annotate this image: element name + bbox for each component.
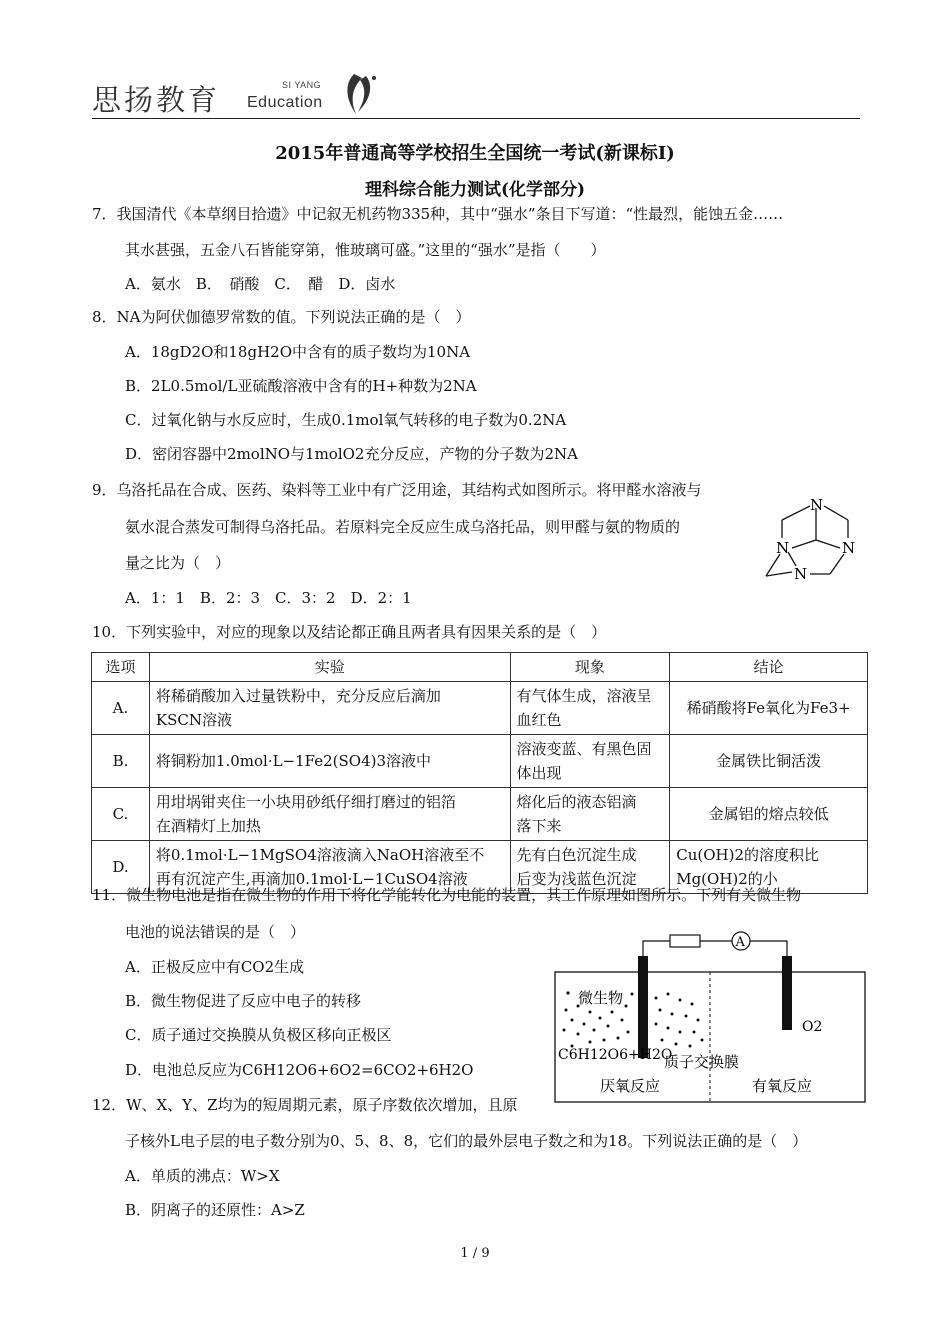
q11-option-b: B．微生物促进了反应中电子的转移: [125, 992, 362, 1010]
table-header: 选项: [92, 653, 150, 682]
q11-option-d: D．电池总反应为C6H12O6+6O2=6CO2+6H2O: [125, 1061, 474, 1079]
q11-line1: 11．微生物电池是指在微生物的作用下将化学能转化为电能的装置，其工作原理如图所示。下列有关微生物: [92, 886, 802, 904]
logo-chinese: 思扬教育: [92, 83, 221, 117]
anaerobic-label: 厌氧反应: [600, 1077, 661, 1095]
row-phenomenon: 有气体生成，溶液呈 血红色: [510, 682, 670, 735]
q7-options: A．氨水 B． 硝酸 C． 醋 D．卤水: [125, 275, 396, 293]
microbial-cell-diagram: [552, 928, 870, 1106]
row-option: D.: [92, 841, 150, 894]
table-row: [92, 735, 868, 788]
atom-n-left: N: [776, 539, 790, 557]
row-phenomenon: 先有白色沉淀生成 后变为浅蓝色沉淀: [510, 841, 670, 894]
glucose-label: C6H12O6+H2O: [558, 1047, 673, 1063]
row-option: C.: [92, 788, 150, 841]
urotropine-structure-diagram: [752, 490, 872, 585]
row-experiment: 将铜粉加1.0mol·L−1Fe2(SO4)3溶液中: [149, 735, 510, 788]
row-conclusion: 金属铝的熔点较低: [670, 788, 868, 841]
q8-option-b: B．2L0.5mol/L亚硫酸溶液中含有的H+种数为2NA: [125, 377, 477, 395]
q9-line1: 9．乌洛托品在合成、医药、染料等工业中有广泛用途，其结构式如图所示。将甲醛水溶液与: [92, 481, 702, 499]
q9-options: A．1：1 B．2：3 C．3：2 D．2：1: [125, 589, 412, 607]
logo-emblem-icon: [336, 70, 382, 118]
q9-line3: 量之比为（ ）: [125, 554, 231, 572]
exam-title: 2015年普通高等学校招生全国统一考试(新课标Ⅰ): [275, 143, 675, 164]
q10-table: [91, 652, 868, 894]
q8-stem: 8．NA为阿伏伽德罗常数的值。下列说法正确的是（ ）: [92, 308, 471, 326]
table-row: [92, 682, 868, 735]
q11-option-a: A．正极反应中有CO2生成: [125, 958, 305, 976]
q12-option-a: A．单质的沸点：W>X: [125, 1167, 280, 1185]
q10-stem: 10．下列实验中，对应的现象以及结论都正确且两者具有因果关系的是（ ）: [92, 623, 607, 641]
ammeter-label: A: [735, 935, 745, 950]
logo-english: Education: [247, 94, 323, 111]
q8-option-c: C．过氧化钠与水反应时，生成0.1mol氧气转移的电子数为0.2NA: [125, 411, 567, 429]
row-phenomenon: 溶液变蓝、有黑色固 体出现: [510, 735, 670, 788]
row-conclusion: Cu(OH)2的溶度积比 Mg(OH)2的小: [670, 841, 868, 894]
q12-line1: 12．W、X、Y、Z均为的短周期元素，原子序数依次增加，且原: [92, 1096, 518, 1114]
q11-line2: 电池的说法错误的是（ ）: [125, 923, 306, 941]
q12-option-b: B．阴离子的还原性：A>Z: [125, 1201, 305, 1219]
row-option: B.: [92, 735, 150, 788]
header-rule: [92, 118, 860, 119]
atom-n-bottom: N: [794, 565, 808, 583]
table-header: 结论: [670, 653, 868, 682]
row-conclusion: 稀硝酸将Fe氧化为Fe3+: [670, 682, 868, 735]
row-conclusion: 金属铁比铜活泼: [670, 735, 868, 788]
table-header-row: [92, 653, 868, 682]
row-experiment: 将0.1mol·L−1MgSO4溶液滴入NaOH溶液至不 再有沉淀产生,再滴加0.1mol·L−1CuSO4溶液: [149, 841, 510, 894]
q8-option-d: D．密闭容器中2molNO与1molO2充分反应，产物的分子数为2NA: [125, 445, 578, 463]
q12-line2: 子核外L电子层的电子数分别为0、5、8、8，它们的最外层电子数之和为18。下列说法正确的是（ ）: [125, 1132, 808, 1150]
oxygen-label: O2: [802, 1019, 823, 1035]
row-experiment: 用坩埚钳夹住一小块用砂纸仔细打磨过的铝箔 在酒精灯上加热: [149, 788, 510, 841]
table-header: 现象: [510, 653, 670, 682]
resistor: [670, 935, 700, 947]
row-option: A.: [92, 682, 150, 735]
q8-option-a: A．18gD2O和18gH2O中含有的质子数均为10NA: [125, 343, 471, 361]
q7-line2: 其水甚强，五金八石皆能穿第，惟玻璃可盛。”这里的“强水”是指（ ）: [125, 241, 606, 259]
aerobic-label: 有氧反应: [752, 1077, 813, 1095]
row-experiment: 将稀硝酸加入过量铁粉中，充分反应后滴加 KSCN溶液: [149, 682, 510, 735]
atom-n-top: N: [810, 496, 824, 514]
cathode-electrode: [782, 956, 792, 1030]
exam-subtitle: 理科综合能力测试(化学部分): [364, 180, 586, 200]
q7-line1: 7．我国清代《本草纲目拾遗》中记叙无机药物335种，其中“强水”条目下写道：“性最烈，能蚀五金……: [92, 205, 784, 223]
page-number: 1 / 9: [460, 1246, 490, 1261]
row-phenomenon: 熔化后的液态铝滴 落下来: [510, 788, 670, 841]
q11-option-c: C．质子通过交换膜从负极区移向正极区: [125, 1026, 392, 1044]
membrane-label: 质子交换膜: [664, 1053, 740, 1071]
table-row: [92, 788, 868, 841]
table-header: 实验: [149, 653, 510, 682]
atom-n-right: N: [842, 539, 856, 557]
logo-english-small: SI YANG: [282, 80, 322, 90]
q9-line2: 氨水混合蒸发可制得乌洛托品。若原料完全反应生成乌洛托品，则甲醛与氨的物质的: [125, 518, 681, 536]
anode-electrode: [638, 956, 648, 1058]
microbe-label: 微生物: [578, 989, 624, 1007]
